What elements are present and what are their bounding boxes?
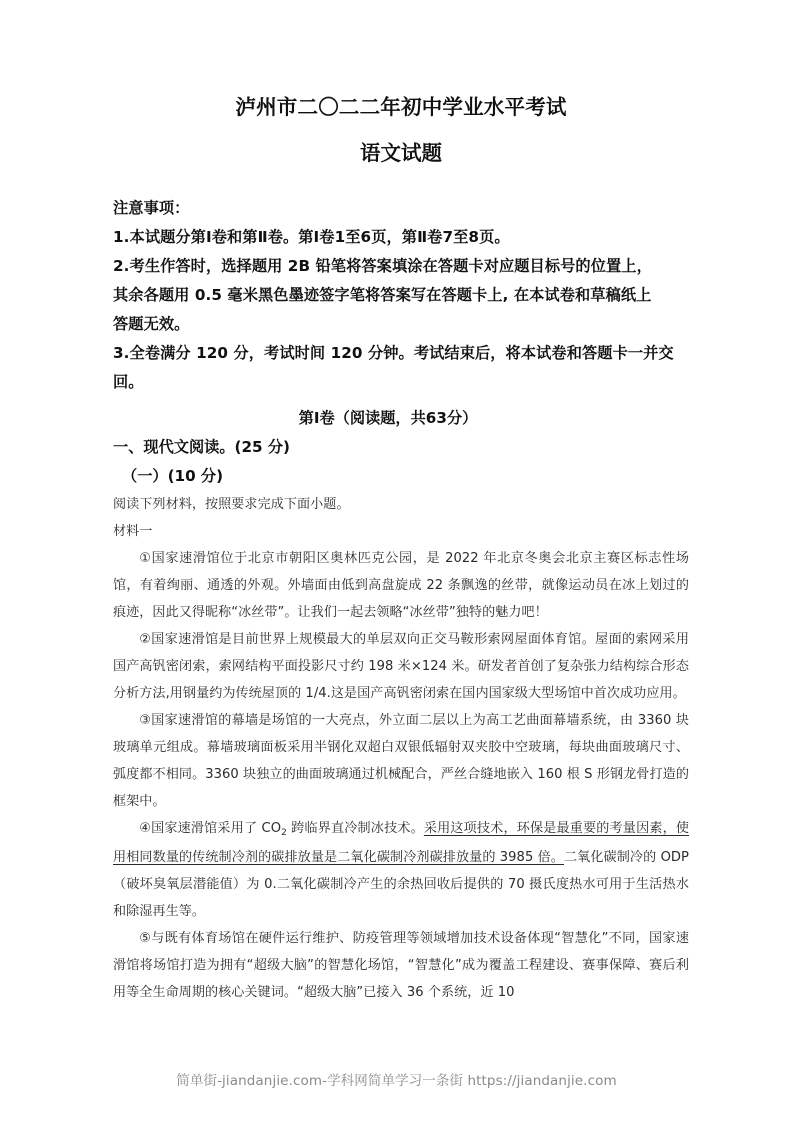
page-title: 泸州市二〇二二年初中学业水平考试 bbox=[235, 95, 567, 119]
paragraph-text-1: 国家速滑馆位于北京市朝阳区奥林匹克公园，是 2022 年北京冬奥会北京主赛区标志性场馆，有着绚丽、通透的外观。外墙面由低到高盘旋成 22 条飘逸的丝带，就像运动员在冰上划过的痕迹，因此又得昵称“冰丝带”。让我们一起去领略“冰丝带”独特的魅力吧！ bbox=[113, 551, 690, 620]
paragraph-text-3: 国家速滑馆的幕墙是场馆的一大亮点，外立面二层以上为高工艺曲面幕墙系统，由 3360 块玻璃单元组成。幕墙玻璃面板采用半钢化双超白双银低辐射双夹胶中空玻璃，每块曲面玻璃尺寸、弧度都不相同。3360 块独立的曲面玻璃通过机械配合，严丝合缝地嵌入 160 根 S 形钢龙骨打造的框架中。 bbox=[113, 713, 689, 809]
footer-watermark: 简单街-jiandanjie.com-学科网简单学习一条街 https://jiandanjie.com bbox=[176, 1073, 617, 1089]
paragraph-4 bbox=[113, 815, 689, 925]
notice-item-2-end: 答题无效。 bbox=[113, 315, 190, 333]
paragraph-1 bbox=[113, 545, 689, 626]
paragraph-4-underlined-text: 采用这项技术，环保是最重要的考量因素，使用相同数量的传统制冷剂的碳排放量是二氧化碳制冷剂碳排放量的 3985 倍。 bbox=[113, 821, 690, 865]
notice-item-1: 1.本试题分第Ⅰ卷和第Ⅱ卷。第Ⅰ卷1至6页，第Ⅱ卷7至8页。 bbox=[113, 228, 510, 246]
paragraph-text-2: 国家速滑馆是目前世界上规模最大的单层双向正交马鞍形索网屋面体育馆。屋面的索网采用国产高钒密闭索，索网结构平面投影尺寸约 198 米×124 米。研发者首创了复杂张力结构综合形态分析方法,用钢量约为传统屋顶的 1/4.这是国产高钒密闭索在国内国家级大型场馆中首次成功应用。 bbox=[113, 632, 690, 701]
paragraph-4-text-after: 二氧化碳制冷的 ODP（破坏臭氧层潜能值）为 0.二氧化碳制冷产生的余热回收后提供的 70 摄氏度热水可用于生活热水和除湿再生等。 bbox=[113, 850, 689, 919]
material-label: 材料一 bbox=[113, 524, 153, 539]
paragraph-marker-2: ② bbox=[139, 632, 152, 647]
notice-item-3: 3.全卷满分 120 分，考试时间 120 分钟。考试结束后，将本试卷和答题卡一并交 bbox=[113, 344, 674, 362]
paragraph-2 bbox=[113, 626, 689, 707]
notice-item-3-cont: 回。 bbox=[113, 373, 144, 391]
paragraph-marker-4: ④ bbox=[139, 821, 152, 836]
paragraph-4-text-before: 国家速滑馆采用了 CO bbox=[151, 821, 282, 836]
paragraph-4-text-mid: 跨临界直冷制冰技术。 bbox=[286, 821, 424, 836]
paragraph-text-5: 与既有体育场馆在硬件运行维护、防疫管理等领域增加技术设备体现“智慧化”不同，国家速滑馆将场馆打造为拥有“超级大脑”的智慧化场馆，“智慧化”成为覆盖工程建设、赛事保障、赛后利用等全生命周期的核心关键词。“超级大脑”已接入 36 个系统，近 10 bbox=[113, 931, 689, 1000]
notice-heading: 注意事项： bbox=[113, 199, 190, 217]
paragraph-marker-3: ③ bbox=[139, 713, 152, 728]
section-heading-modern-reading: 一、现代文阅读。(25 分) bbox=[113, 438, 290, 456]
page-subtitle: 语文试题 bbox=[360, 140, 442, 165]
paragraph-marker-5: ⑤ bbox=[139, 931, 152, 946]
paragraph-5 bbox=[113, 925, 689, 1006]
page-content bbox=[113, 0, 689, 1006]
spacer bbox=[113, 397, 689, 404]
notice-block bbox=[113, 194, 689, 397]
notice-item-2: 2.考生作答时，选择题用 2B 铅笔将答案填涂在答题卡对应题目标号的位置上， bbox=[113, 257, 652, 275]
co2-subscript: 2 bbox=[281, 828, 287, 838]
paragraph-marker-1: ① bbox=[139, 551, 152, 566]
subsection-heading-one: （一）(10 分) bbox=[122, 467, 224, 485]
paragraph-3 bbox=[113, 707, 689, 815]
notice-item-2-cont: 其余各题用 0.5 毫米黑色墨迹签字笔将答案写在答题卡上, 在本试卷和草稿纸上 bbox=[113, 286, 652, 304]
instruction-text: 阅读下列材料，按照要求完成下面小题。 bbox=[113, 497, 350, 512]
juan-heading: 第Ⅰ卷（阅读题，共63分） bbox=[298, 409, 478, 427]
